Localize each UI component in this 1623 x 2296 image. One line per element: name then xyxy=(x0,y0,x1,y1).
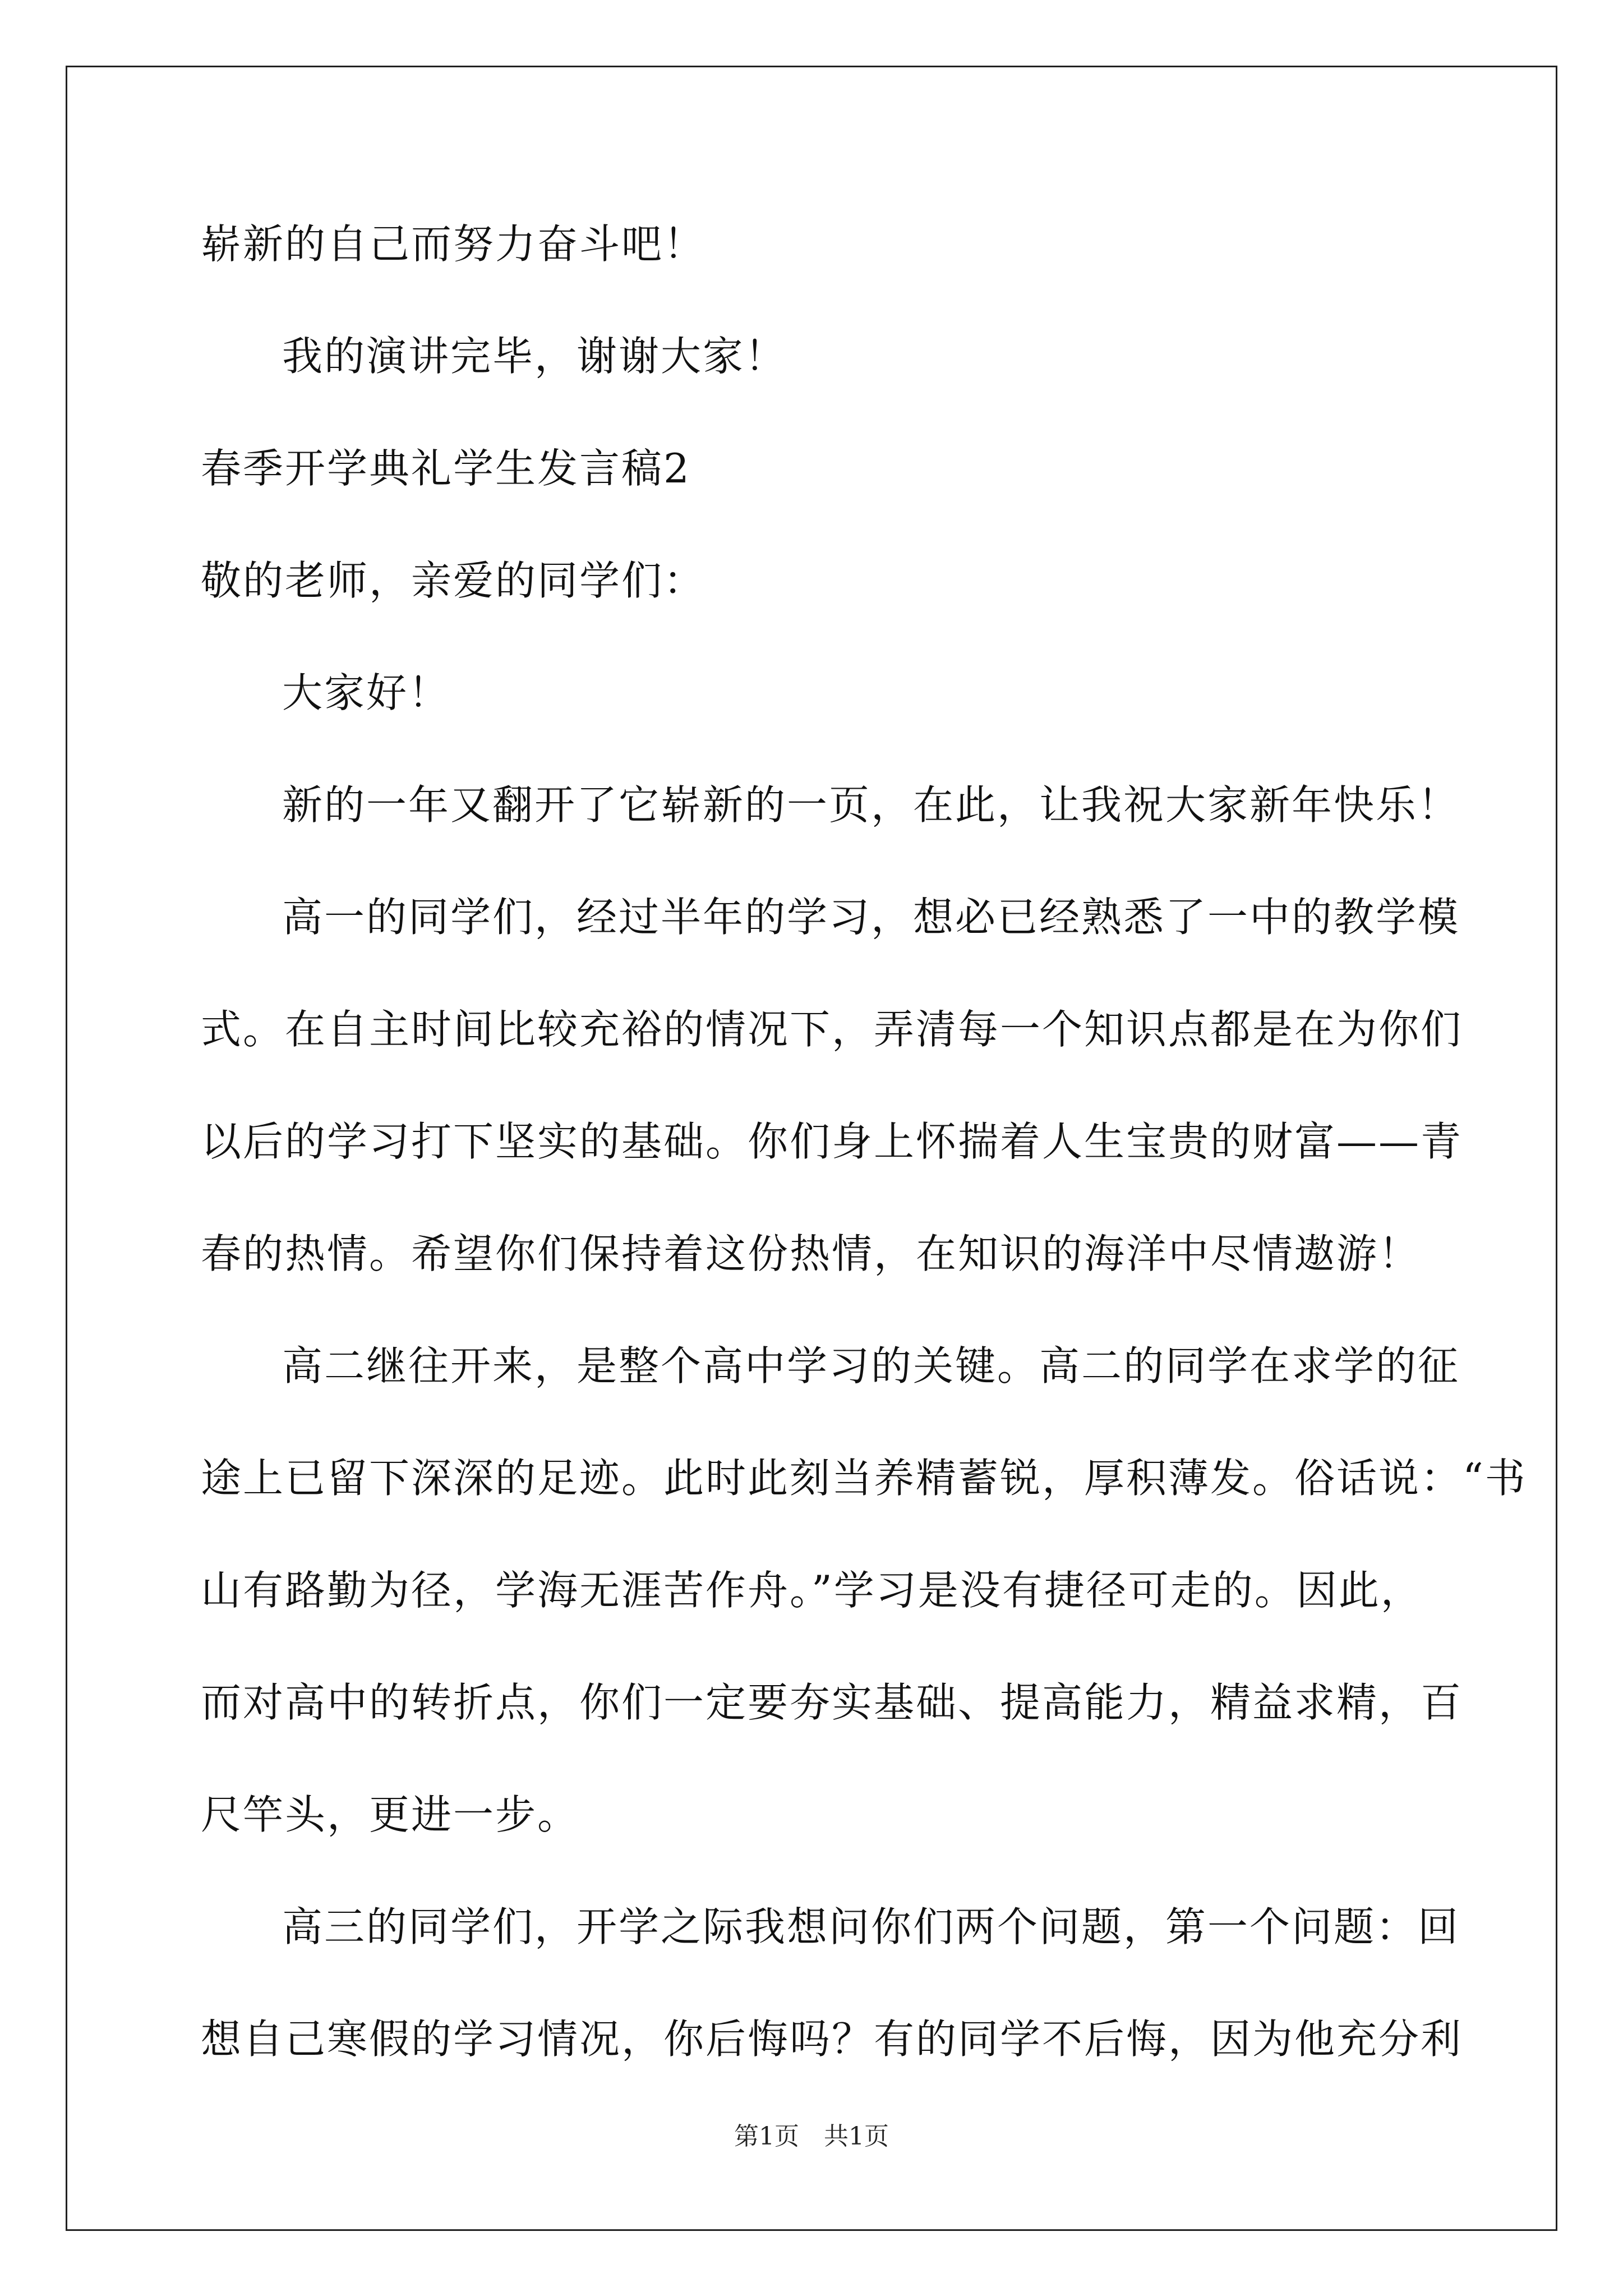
text-line: 崭新的自己而努力奋斗吧！ xyxy=(201,220,706,268)
text-line: 新的一年又翻开了它崭新的一页，在此，让我祝大家新年快乐！ xyxy=(282,781,1460,829)
text-line: 而对高中的转折点，你们一定要夯实基础、提高能力，精益求精，百 xyxy=(201,1679,1463,1726)
text-line: 大家好！ xyxy=(282,669,451,716)
section-heading: 春季开学典礼学生发言稿2 xyxy=(201,445,691,492)
text-line: 春的热情。希望你们保持着这份热情，在知识的海洋中尽情遨游！ xyxy=(201,1230,1421,1277)
text-line: 想自己寒假的学习情况，你后悔吗？有的同学不后悔，因为他充分利 xyxy=(201,2016,1463,2063)
text-line: 敬的老师，亲爱的同学们： xyxy=(201,557,706,604)
text-line: 以后的学习打下坚实的基础。你们身上怀揣着人生宝贵的财富——青 xyxy=(201,1118,1463,1165)
text-line: 式。在自主时间比较充裕的情况下，弄清每一个知识点都是在为你们 xyxy=(201,1006,1463,1053)
text-line: 途上已留下深深的足迹。此时此刻当养精蓄锐，厚积薄发。俗话说：“书 xyxy=(201,1455,1527,1502)
text-line: 尺竿头，更进一步。 xyxy=(201,1791,580,1838)
page-number-footer: 第1页 共1页 xyxy=(734,2122,889,2151)
text-line: 高三的同学们，开学之际我想问你们两个问题，第一个问题：回 xyxy=(282,1903,1460,1950)
text-line: 我的演讲完毕，谢谢大家！ xyxy=(282,333,787,380)
text-line: 高一的同学们，经过半年的学习，想必已经熟悉了一中的教学模 xyxy=(282,894,1460,941)
text-line: 高二继往开来，是整个高中学习的关键。高二的同学在求学的征 xyxy=(282,1342,1460,1389)
text-line: 山有路勤为径，学海无涯苦作舟。”学习是没有捷径可走的。因此， xyxy=(201,1567,1423,1614)
